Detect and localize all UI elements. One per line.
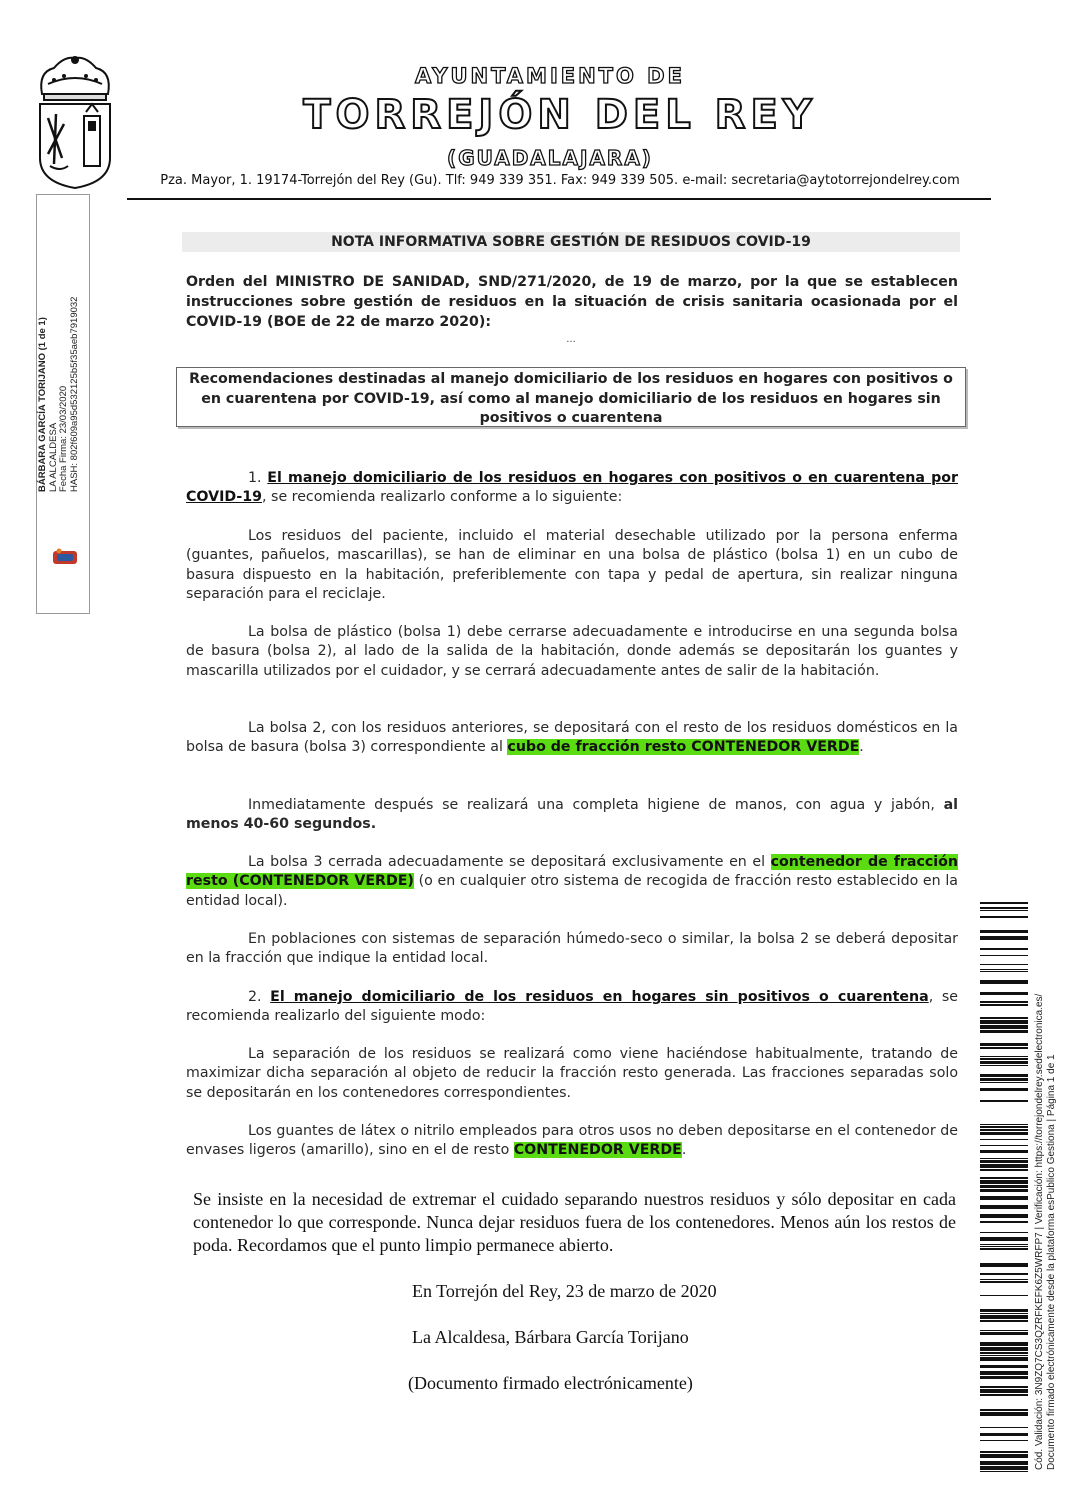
paragraph-5-end: (o en cualquier otro sistema de recogida de fracción resto establecido en la entidad local). xyxy=(186,873,958,909)
barcode-bar xyxy=(980,1180,1028,1184)
barcode-bar xyxy=(980,1279,1028,1280)
paragraph-5-text: La bolsa 3 cerrada adecuadamente se depositará exclusivamente en el xyxy=(248,854,771,870)
barcode-bar xyxy=(980,1196,1028,1200)
signed-note: (Documento firmado electrónicamente) xyxy=(408,1373,693,1393)
barcode-bar xyxy=(980,1427,1028,1428)
barcode-bar xyxy=(980,1389,1028,1393)
barcode-bar xyxy=(980,1025,1028,1029)
barcode-bar xyxy=(980,1471,1028,1472)
barcode-bar xyxy=(980,1466,1028,1470)
section-2-number: 2. xyxy=(248,989,271,1005)
gestiona-logo-icon xyxy=(52,548,78,566)
barcode-bar xyxy=(980,1082,1028,1083)
barcode-bar xyxy=(980,1281,1028,1283)
barcode-bar xyxy=(980,1232,1028,1233)
barcode-bar xyxy=(980,1263,1028,1267)
barcode-bar xyxy=(980,1185,1028,1188)
barcode-bar xyxy=(980,1376,1028,1379)
paragraph-7: La separación de los residuos se realizará como viene haciéndose habitualmente, tratando de maximizar dicha separación al objeto de reducir la fracción resto generada. Las fracciones separadas solo se depositarán en los contenedores correspondientes. xyxy=(186,1046,958,1101)
barcode-bar xyxy=(980,907,1028,909)
header-town-name: TORREJÓN DEL REY xyxy=(303,92,817,138)
barcode-bar xyxy=(980,992,1028,995)
recommendations-box: Recomendaciones destinadas al manejo domiciliario de los residuos en hogares con positivos o en cuarentena por COVID-19, así como al manejo domiciliario de los residuos en hogares sin positivos o cuarentena xyxy=(176,367,966,427)
barcode-bar xyxy=(980,1320,1028,1322)
header-ayuntamiento: AYUNTAMIENTO DE xyxy=(415,64,685,88)
place-date: En Torrejón del Rey, 23 de marzo de 2020 xyxy=(412,1281,717,1301)
barcode-bar xyxy=(980,1394,1028,1396)
barcode-bar xyxy=(980,1440,1028,1441)
barcode-bar xyxy=(980,1313,1028,1314)
barcode-bar xyxy=(980,969,1028,970)
barcode-bar xyxy=(980,1412,1028,1416)
signature-line: La Alcaldesa, Bárbara García Torijano xyxy=(412,1327,689,1347)
barcode-bar xyxy=(980,936,1028,940)
barcode-bar xyxy=(980,1124,1028,1125)
barcode-bar xyxy=(980,1342,1028,1346)
barcode-bar xyxy=(980,1248,1028,1250)
barcode-bar xyxy=(980,1332,1028,1335)
barcode-bar xyxy=(980,971,1028,972)
barcode-bar xyxy=(980,1164,1028,1168)
barcode-bar xyxy=(980,1145,1028,1146)
barcode-bar xyxy=(980,1347,1028,1351)
barcode-bar xyxy=(980,1158,1028,1159)
barcode-bar xyxy=(980,1004,1028,1006)
section-1-tail: , se recomienda realizarlo conforme a lo siguiente: xyxy=(262,489,623,506)
barcode-bar xyxy=(980,1100,1028,1102)
barcode-bar xyxy=(980,1246,1028,1247)
signature-date: Fecha Firma: 23/03/2020 xyxy=(58,385,69,492)
barcode-bar xyxy=(980,1433,1028,1436)
barcode-bar xyxy=(980,1273,1028,1275)
paragraph-6: En poblaciones con sistemas de separación húmedo-seco o similar, la bolsa 2 se deberá depositar en la fracción que indique la entidad local. xyxy=(186,931,958,967)
barcode-bar xyxy=(980,1058,1028,1060)
paragraph-1: Los residuos del paciente, incluido el material desechable utilizado por la persona enferma (guantes, pañuelos, mascarillas), se han de eliminar en una bolsa de plástico (bolsa 1) en un cubo de basura dispuesto en la habitación, preferiblemente con tapa y pedal de apertura, sin realizar ninguna separación para el reciclaje. xyxy=(186,528,958,602)
barcode-bar xyxy=(980,1205,1028,1209)
paragraph-8 xyxy=(186,1122,958,1161)
section-1-number: 1. xyxy=(248,470,268,486)
barcode-bar xyxy=(980,1001,1028,1003)
paragraph-5 xyxy=(186,853,958,911)
section-2-title: El manejo domiciliario de los residuos en hogares sin positivos o cuarentena xyxy=(270,989,929,1005)
document-title: NOTA INFORMATIVA SOBRE GESTIÓN DE RESIDUOS COVID-19 xyxy=(182,232,960,252)
barcode-bar xyxy=(980,1126,1028,1128)
barcode-bar xyxy=(980,1244,1028,1245)
barcode-bar xyxy=(980,1056,1028,1057)
paragraph-4-text: Inmediatamente después se realizará una completa higiene de manos, con agua y jabón, xyxy=(248,797,944,813)
barcode-bar xyxy=(980,1129,1028,1131)
barcode-bar xyxy=(980,1160,1028,1163)
signature-hash: HASH: 802f609a95d532125b5f35aeb7919032 xyxy=(68,296,80,492)
verification-line-2: Documento firmado electrónicamente desde la plataforma esPublico Gestiona | Página 1 de 1 xyxy=(1045,1054,1057,1470)
barcode-bar xyxy=(980,1461,1028,1465)
header-province: (GUADALAJARA) xyxy=(447,146,653,170)
paragraph-2: La bolsa de plástico (bolsa 1) debe cerrarse adecuadamente e introducirse en una segunda bolsa de basura (bolsa 2), al lado de la salida de la habitación, donde además se depositarán los guantes y mascarilla utilizados por el cuidador, y se cerrará adecuadamente antes de salir de la habitación. xyxy=(186,624,958,679)
highlight-green-container-3: CONTENEDOR VERDE xyxy=(513,1142,682,1159)
barcode-bar xyxy=(980,1030,1028,1033)
barcode-bar xyxy=(980,1047,1028,1049)
highlight-green-container-1: cubo de fracción resto CONTENEDOR VERDE xyxy=(507,739,860,756)
header-divider xyxy=(127,198,991,200)
municipal-crest-logo xyxy=(34,54,116,190)
paragraph-4-bold: al menos 40-60 segundos. xyxy=(186,797,958,833)
section-2-heading xyxy=(186,988,958,1027)
barcode-bar xyxy=(980,1139,1028,1140)
barcode-bar xyxy=(980,980,1028,984)
validation-barcode xyxy=(980,902,1028,1472)
barcode-bar xyxy=(980,1150,1028,1153)
barcode-bar xyxy=(980,1061,1028,1064)
barcode-bar xyxy=(980,1017,1028,1019)
barcode-bar xyxy=(980,1451,1028,1453)
barcode-bar xyxy=(980,910,1028,911)
barcode-bar xyxy=(980,1132,1028,1135)
barcode-bar xyxy=(980,1078,1028,1081)
barcode-bar xyxy=(980,1065,1028,1066)
barcode-bar xyxy=(980,964,1028,965)
verification-text xyxy=(1034,890,1057,1470)
section-1-title: El manejo domiciliario de los residuos en hogares con positivos o en cuarentena por COVID-19 xyxy=(186,470,959,506)
paragraph-8-end: . xyxy=(681,1142,687,1159)
barcode-bar xyxy=(980,1357,1028,1361)
paragraph-3-text: La bolsa 2, con los residuos anteriores, se depositará con el resto de los residuos domésticos en la bolsa de basura (bolsa 3) correspondiente al xyxy=(186,720,958,756)
header-address: Pza. Mayor, 1. 19174-Torrejón del Rey (Gu). Tlf: 949 339 351. Fax: 949 339 505. e-mail: secretaria@aytotorrejondelrey.com xyxy=(160,173,960,188)
barcode-bar xyxy=(980,1352,1028,1354)
signer-name: BÁRBARA GARCÍA TORIJANO (1 de 1) xyxy=(37,317,48,492)
barcode-bar xyxy=(980,902,1028,904)
ellipsis: ... xyxy=(566,334,576,345)
barcode-bar xyxy=(980,1295,1028,1296)
section-1-heading xyxy=(186,469,958,508)
barcode-bar xyxy=(980,1088,1028,1091)
barcode-bar xyxy=(980,1355,1028,1356)
barcode-bar xyxy=(980,1237,1028,1241)
barcode-bar xyxy=(980,1221,1028,1223)
paragraph-3-end: . xyxy=(859,739,864,756)
barcode-bar xyxy=(980,1365,1028,1368)
barcode-bar xyxy=(980,1330,1028,1331)
barcode-bar xyxy=(980,955,1028,956)
order-reference: Orden del MINISTRO DE SANIDAD, SND/271/2020, de 19 de marzo, por la que se establecen instrucciones sobre gestión de residuos en la situación de crisis sanitaria ocasionada por el COVID-19 (BOE de 22 de marzo 2020): xyxy=(186,274,958,330)
barcode-bar xyxy=(980,1169,1028,1171)
barcode-bar xyxy=(980,1409,1028,1411)
barcode-bar xyxy=(980,930,1028,933)
highlight-green-container-2: contenedor de fracción resto (CONTENEDOR VERDE) xyxy=(186,854,959,890)
barcode-bar xyxy=(980,948,1028,950)
barcode-bar xyxy=(980,1371,1028,1375)
barcode-bar xyxy=(980,1074,1028,1077)
barcode-bar xyxy=(980,1020,1028,1024)
barcode-bar xyxy=(980,1386,1028,1388)
section-2-tail: , se recomienda realizarlo del siguiente modo: xyxy=(186,989,958,1025)
paragraph-3 xyxy=(186,719,958,758)
signature-details xyxy=(38,252,80,492)
barcode-bar xyxy=(980,1189,1028,1192)
barcode-bar xyxy=(980,1214,1028,1218)
barcode-bar xyxy=(980,1315,1028,1319)
barcode-bar xyxy=(980,1454,1028,1458)
paragraph-8-text: Los guantes de látex o nitrilo empleados para otros usos no deben depositarse en el contenedor de envases ligeros (amarillo), sino en el de resto xyxy=(186,1123,958,1159)
signer-role: LA ALCALDESA xyxy=(47,422,59,492)
barcode-bar xyxy=(980,1043,1028,1046)
barcode-bar xyxy=(980,1177,1028,1179)
barcode-bar xyxy=(980,1309,1028,1312)
closing-paragraph: Se insiste en la necesidad de extremar el cuidado separando nuestros residuos y sólo depositar en cada contenedor lo que corresponde. Nunca dejar residuos fuera de los contenedores. Menos aún los restos de poda. Recordamos que el punto limpio permanece abierto. xyxy=(193,1189,956,1255)
paragraph-4 xyxy=(186,796,958,835)
verification-line-1: Cód. Validación: 3N9ZQ7CS3QZRFKEFK6Z5WRFP7 | Verificación: https://torrejondelrey.sedelectronica.es/ xyxy=(1034,993,1045,1470)
barcode-bar xyxy=(980,916,1028,918)
